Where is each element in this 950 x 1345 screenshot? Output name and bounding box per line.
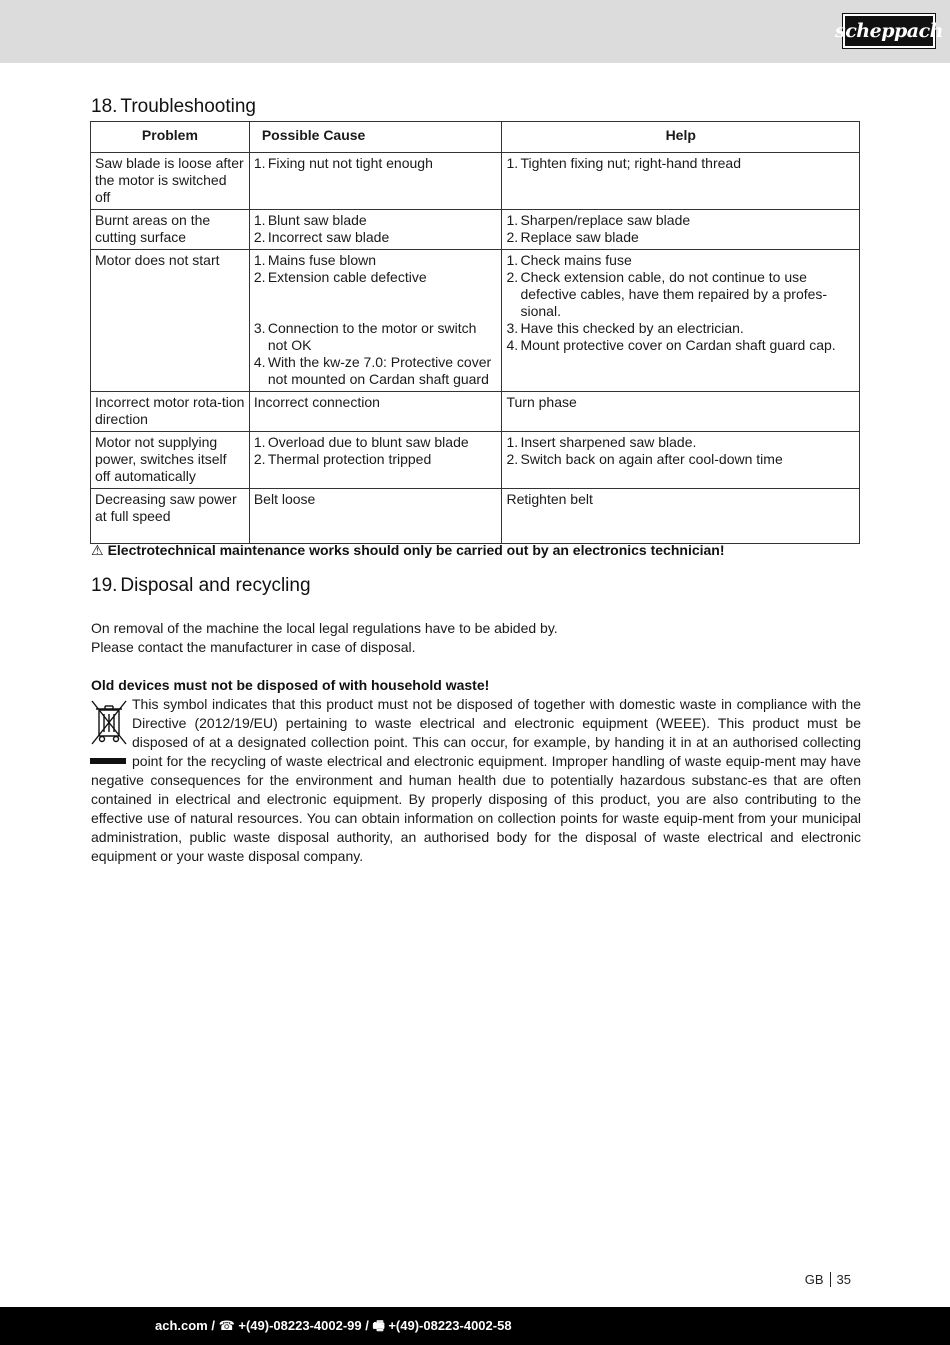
header-bar: [0, 0, 950, 63]
list-item: 3. Have this checked by an electrician.: [506, 320, 744, 336]
table-row: [91, 153, 860, 210]
problem-cell: Decreasing saw power at full speed: [91, 489, 250, 544]
problem-cell: Burnt areas on the cutting surface: [91, 210, 250, 250]
section-heading-disposal: [91, 575, 311, 597]
cause-cell: [249, 210, 502, 250]
column-header-help: Help: [502, 122, 860, 153]
problem-cell: Saw blade is loose after the motor is switched off: [91, 153, 250, 210]
list-item: 1. Check mains fuse: [506, 252, 632, 268]
cause-cell: [249, 432, 502, 489]
list-item: 2. Check extension cable, do not continue to use defective cables, have them repaired by a profes-sional.: [506, 269, 828, 319]
problem-cell: Motor not supplying power, switches itself off automatically: [91, 432, 250, 489]
warning-triangle-icon: ⚠: [91, 542, 104, 558]
disposal-paragraph: On removal of the machine the local legal regulations have to be abided by.: [91, 620, 558, 636]
cause-cell: Incorrect connection: [249, 392, 502, 432]
page-language: GB: [805, 1272, 831, 1287]
help-cell: [502, 432, 860, 489]
list-item: 2. Thermal protection tripped: [253, 451, 432, 467]
section-heading-troubleshooting: [91, 96, 256, 118]
troubleshooting-table: [90, 121, 860, 544]
table-row: [91, 489, 860, 544]
list-item: 2. Incorrect saw blade: [253, 229, 390, 245]
page-number-value: 35: [836, 1272, 851, 1287]
problem-cell: Incorrect motor rota-tion direction: [91, 392, 250, 432]
footer-bar: [0, 1307, 950, 1345]
list-item: 4. Mount protective cover on Cardan shaft guard cap.: [506, 337, 836, 353]
maintenance-warning: [91, 542, 725, 559]
list-item: 1. Insert sharpened saw blade.: [506, 434, 697, 450]
list-item: 1. Fixing nut not tight enough: [253, 155, 433, 171]
table-header-row: [91, 122, 860, 153]
list-item: 1. Blunt saw blade: [253, 212, 367, 228]
weee-text: This symbol indicates that this product must not be disposed of together with domestic waste in compliance with the Directive (2012/19/EU) pertaining to waste electrical and electronic equipment (WEEE). This product must be disposed of at a designated collection point. This can occur, for example, by handing it in at an authorised collecting point for the recycling of waste electrical and electronic equipment. Improper handling of waste equip-ment may have negative consequences for the environment and human health due to potentially hazardous substanc-es that are often contained in electrical and electronic equipment. By properly disposing of this product, you are also contributing to the effective use of natural resources. You can obtain information on collection points for waste equip-ment from your municipal administration, public waste disposal authority, an authorised body for the disposal of waste electrical and electronic equipment or your waste disposal company.: [91, 696, 861, 864]
cause-cell: [249, 250, 502, 392]
warning-text: Electrotechnical maintenance works should only be carried out by an electronics technician!: [107, 542, 725, 558]
column-header-cause: Possible Cause: [249, 122, 502, 153]
table-row: [91, 210, 860, 250]
footer-contact: ach.com / ☎ +(49)-08223-4002-99 / 🖷 +(49)-08223-4002-58: [155, 1318, 512, 1333]
list-item: 2. Switch back on again after cool-down time: [506, 451, 783, 467]
section-title: Troubleshooting: [120, 96, 256, 117]
household-waste-warning: Old devices must not be disposed of with household waste!: [91, 677, 490, 693]
page-number: [805, 1272, 851, 1287]
column-header-problem: Problem: [91, 122, 250, 153]
list-item: 1. Tighten fixing nut; right-hand thread: [506, 155, 741, 171]
list-item: 3. Connection to the motor or switch not OK: [253, 320, 477, 353]
list-item: 1. Mains fuse blown: [253, 252, 377, 268]
help-cell: [502, 210, 860, 250]
section-title: Disposal and recycling: [120, 575, 311, 596]
help-cell: Retighten belt: [502, 489, 860, 544]
list-item: 2. Extension cable defective: [253, 269, 427, 285]
crossed-out-wheelie-bin-icon: [90, 698, 128, 764]
section-number: 19.: [91, 575, 118, 596]
section-number: 18.: [91, 96, 118, 117]
help-cell: [502, 250, 860, 392]
table-row: [91, 432, 860, 489]
problem-cell: Motor does not start: [91, 250, 250, 392]
table-row: [91, 250, 860, 392]
weee-underline-bar: [90, 758, 126, 764]
list-item: 4. With the kw-ze 7.0: Protective cover not mounted on Cardan shaft guard: [253, 354, 492, 387]
table-row: [91, 392, 860, 432]
help-cell: [502, 153, 860, 210]
cause-cell: [249, 153, 502, 210]
cause-cell: Belt loose: [249, 489, 502, 544]
weee-paragraph: [91, 695, 861, 866]
list-item: 1. Overload due to blunt saw blade: [253, 434, 469, 450]
disposal-paragraph: Please contact the manufacturer in case of disposal.: [91, 639, 416, 655]
list-item: 1. Sharpen/replace saw blade: [506, 212, 691, 228]
list-item: 2. Replace saw blade: [506, 229, 639, 245]
help-cell: Turn phase: [502, 392, 860, 432]
scheppach-logo: scheppach: [843, 14, 935, 48]
